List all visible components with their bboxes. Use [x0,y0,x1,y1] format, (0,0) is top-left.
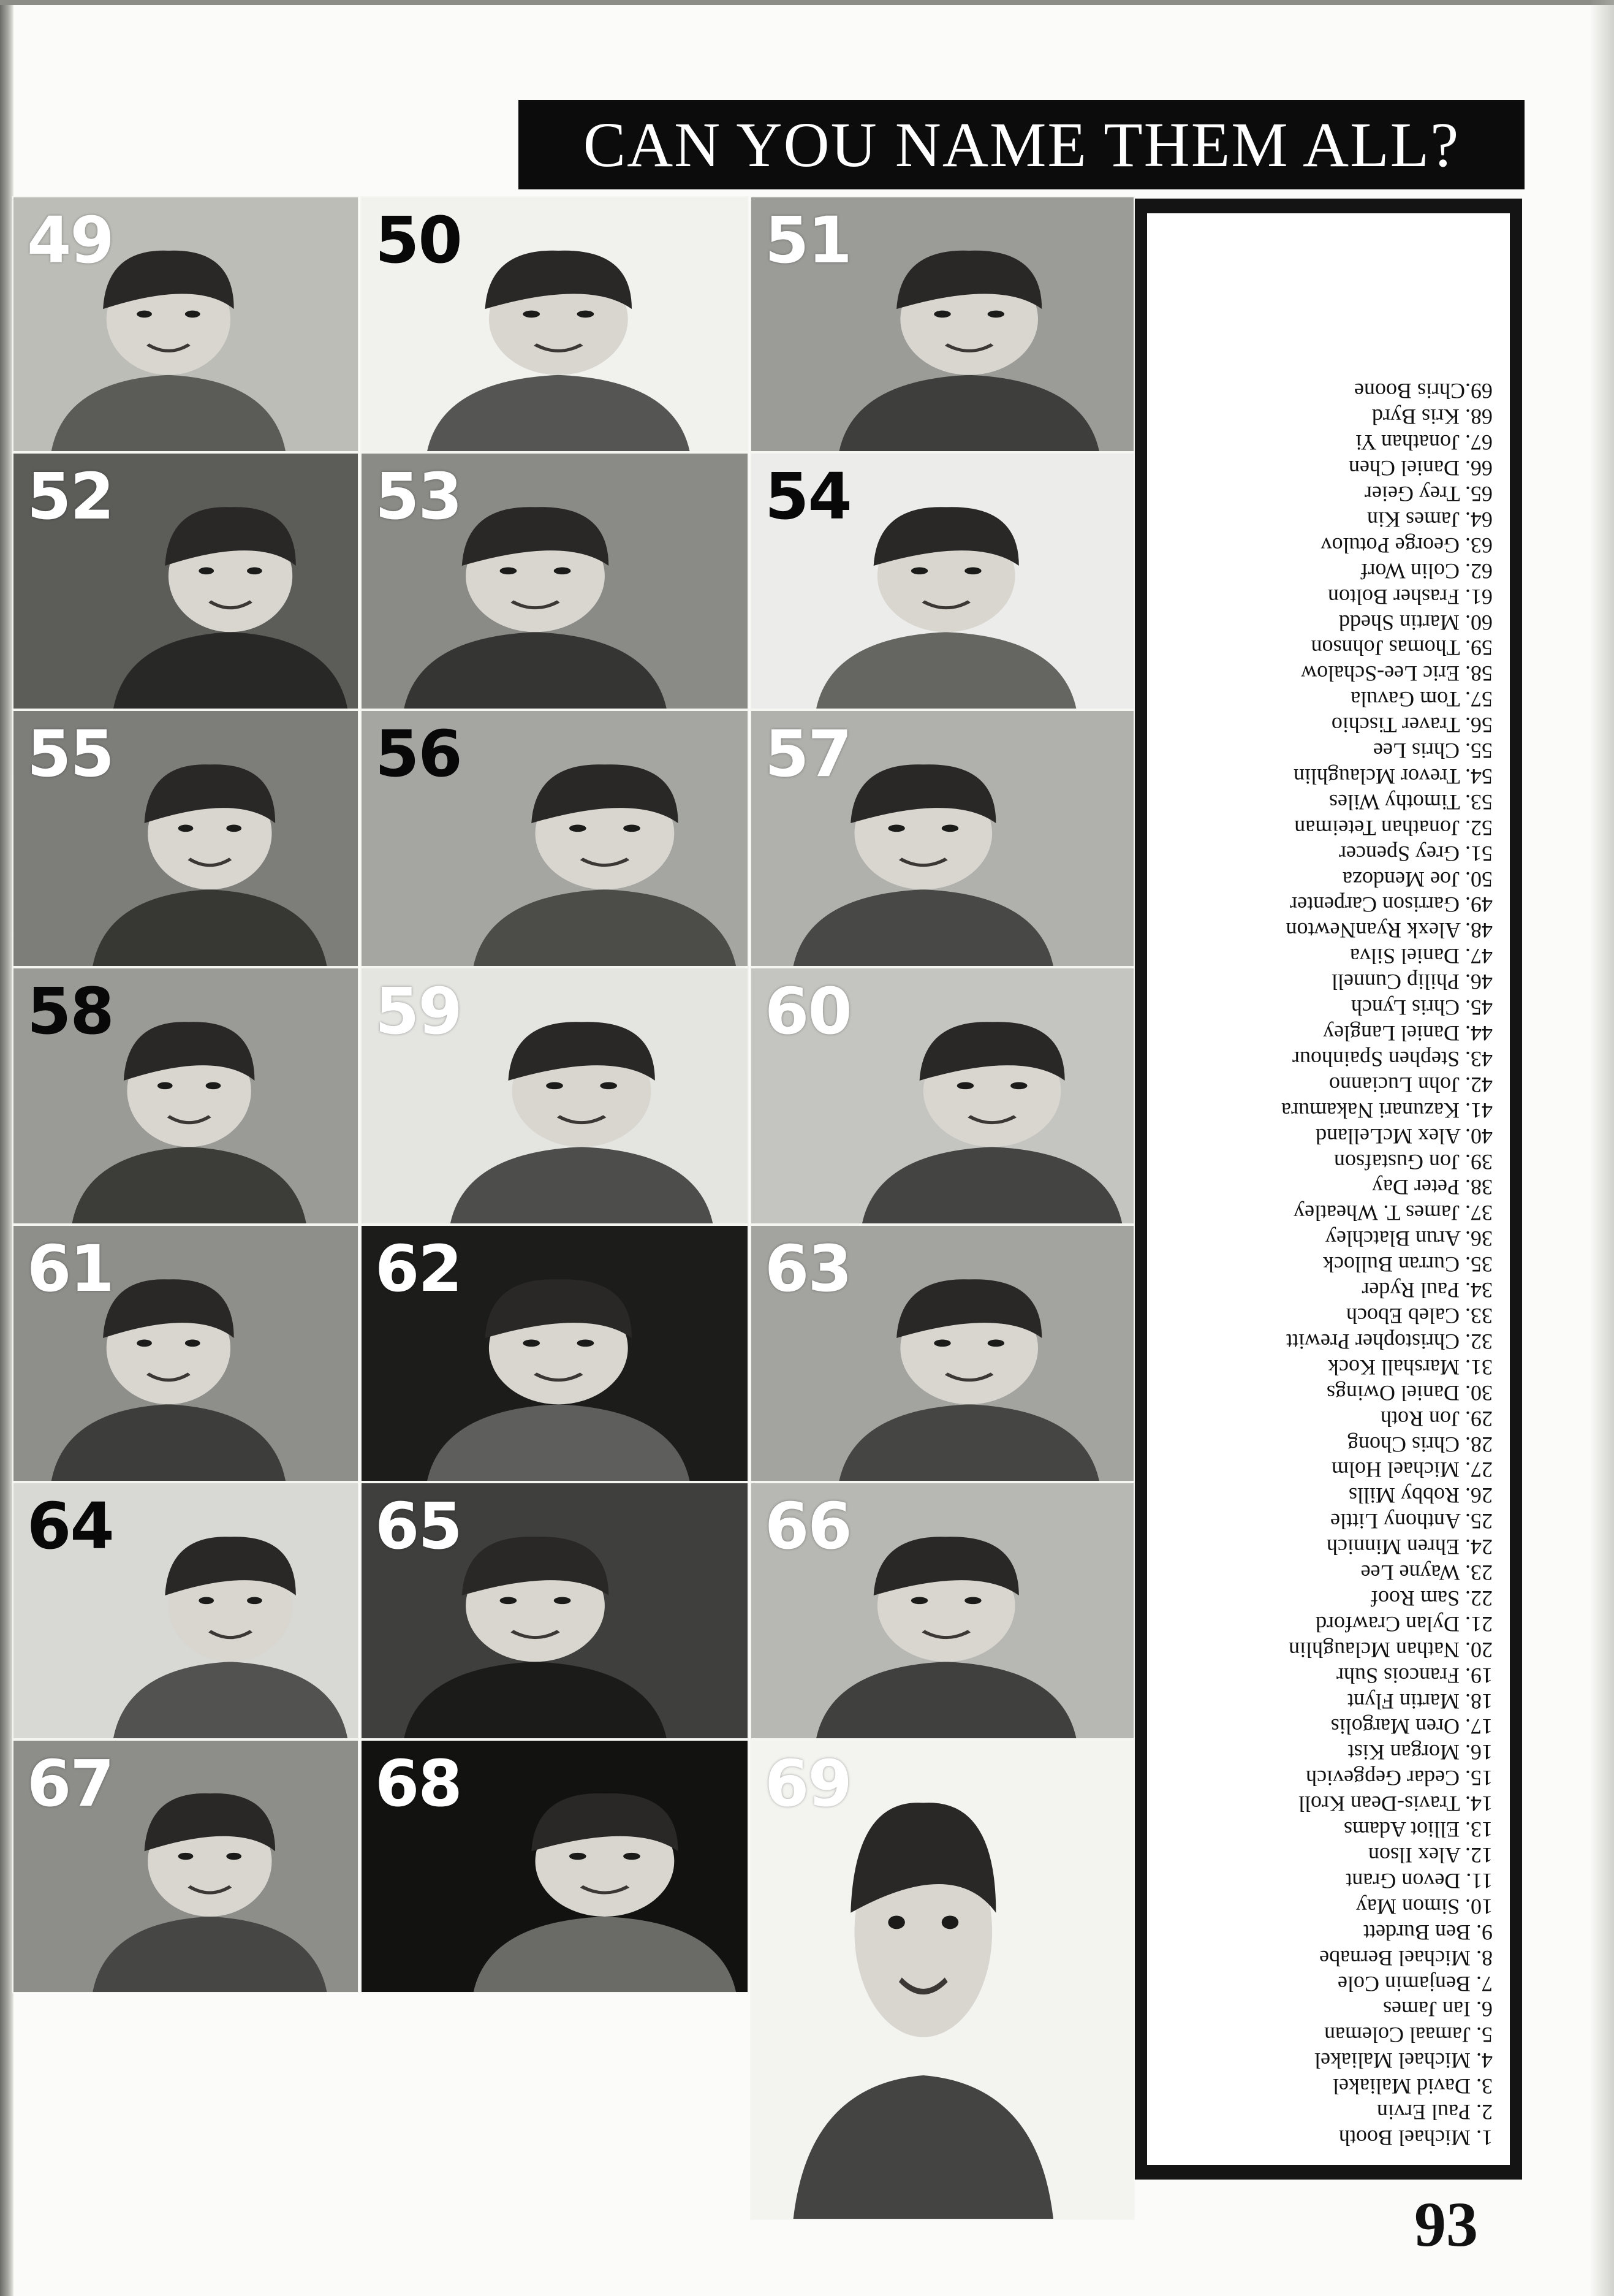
photo-number: 63 [765,1231,851,1306]
baby-photo-53 [360,452,749,710]
name-list-item: 55. Chris Lee [1373,739,1493,764]
name-list-item: 26. Robby Mills [1348,1483,1493,1508]
name-list-item: 31. Marshall Kock [1328,1355,1493,1380]
name-list-item: 9. Ben Burdett [1363,1920,1493,1945]
name-list-item: 18. Martin Flynt [1347,1689,1493,1714]
name-list-item: 19. Francois Suhr [1336,1663,1493,1688]
baby-photo-65 [360,1482,749,1739]
baby-photo-58 [12,967,359,1225]
name-list-panel [1135,199,1522,2180]
baby-photo-63 [750,1225,1135,1482]
name-list-item: 56. Traver Tischio [1331,713,1493,738]
name-list-item: 2. Paul Ervin [1377,2100,1493,2125]
baby-photo-56 [360,710,749,967]
name-list-item: 25. Anthony Little [1330,1509,1493,1534]
baby-photo-54 [750,452,1135,710]
name-list-item: 34. Paul Ryder [1362,1278,1493,1303]
name-list-item: 6. Ian James [1383,1997,1493,2022]
name-list-item: 44. Daniel Langley [1323,1021,1493,1046]
photo-number: 56 [375,717,461,791]
name-list-item: 28. Chris Chong [1347,1432,1493,1457]
name-list-item: 57. Tom Gavula [1351,687,1493,712]
name-list-item: 53. Timothy Wiles [1329,789,1493,815]
name-list-item: 21. Dylan Crawford [1316,1611,1493,1636]
name-list-item: 20. Nathan Mclaughlin [1289,1637,1493,1662]
name-list-item: 36. Arun Blatchley [1325,1226,1493,1252]
baby-photo-49 [12,196,359,452]
name-list-item: 17. Oren Margolis [1330,1714,1493,1739]
name-list-item: 52. Jonathan Teteiman [1294,815,1493,840]
photo-number: 53 [375,459,461,534]
name-list-item: 50. Joe Mendoza [1343,867,1493,892]
baby-photo-66 [750,1482,1135,1739]
name-list-item: 46. Philip Cunnell [1331,970,1493,995]
name-list-item: 45. Chris Lynch [1351,995,1493,1021]
name-list-item: 10. Simon May [1355,1894,1493,1919]
name-list-item: 5. Jamaal Coleman [1324,2023,1493,2048]
baby-photo-60 [750,967,1135,1225]
name-list-item: 24. Ehren Minnich [1327,1535,1493,1560]
photo-number: 61 [27,1231,113,1306]
baby-photo-52 [12,452,359,710]
upside-down-name-list [1147,213,1510,2165]
baby-photo-68 [360,1739,749,1993]
page-title: CAN YOU NAME THEM ALL? [518,100,1525,189]
page-top-edge [0,0,1614,5]
name-list-item: 8. Michael Bernabe [1319,1945,1493,1971]
name-list-item: 61. Frasher Bolton [1328,584,1493,609]
name-list-item: 4. Michael Maliakel [1314,2048,1493,2074]
name-list-item: 14. Travis-Dean Kroll [1298,1792,1493,1817]
name-list-item: 66. Daniel Chen [1349,456,1493,481]
name-list-item: 16. Morgan Kist [1347,1740,1493,1765]
name-list-item: 54. Trevor Mclaughlin [1293,764,1493,789]
name-list-item: 13. Elliot Adams [1344,1817,1493,1842]
photo-number: 60 [765,974,851,1049]
name-list-item: 7. Benjamin Cole [1338,1971,1493,1996]
page-number: 93 [1414,2189,1478,2260]
photo-number: 50 [375,203,461,278]
baby-photo-62 [360,1225,749,1482]
photo-number: 52 [27,459,113,534]
page-right-shadow [1589,0,1614,2296]
name-list-item: 33. Caleb Eboch [1346,1304,1493,1328]
name-list-item: 22. Sam Roof [1370,1586,1493,1611]
baby-photo-50 [360,196,749,452]
name-list-item: 40. Alex McLelland [1316,1123,1493,1149]
name-list-item: 35. Curran Bullock [1323,1252,1493,1277]
photo-number: 51 [765,203,851,278]
photo-number: 58 [27,974,113,1049]
name-list-item: 64. James Kin [1367,507,1493,532]
name-list-item: 3. David Maliakel [1333,2074,1493,2099]
name-list-item: 38. Peter Day [1372,1175,1493,1200]
name-list-item: 63. George Potulov [1320,533,1493,558]
name-list-item: 59. Thomas Johnson [1311,636,1493,661]
photo-grid [12,196,1134,2207]
baby-photo-69 [750,1739,1135,2220]
baby-photo-64 [12,1482,359,1739]
name-list-item: 49. Garrison Carpenter [1290,892,1493,918]
baby-photo-61 [12,1225,359,1482]
photo-number: 69 [765,1746,851,1821]
name-list-item: 23. Wayne Lee [1360,1560,1493,1586]
name-list-item: 29. Jon Roth [1380,1406,1493,1431]
name-list-item: 48. Alexk RyanNewton [1286,918,1493,943]
name-list-item: 42. John Lucianno [1329,1072,1493,1097]
name-list-item: 60. Martin Shedd [1339,610,1493,635]
photo-number: 65 [375,1489,461,1564]
name-list-item: 11. Devon Grant [1346,1868,1493,1893]
name-list-item: 58. Eric Lee-Schalow [1301,661,1493,686]
name-list-item: 32. Christopher Prewitt [1286,1329,1493,1354]
photo-number: 62 [375,1231,461,1306]
photo-number: 64 [27,1489,113,1564]
photo-number: 59 [375,974,461,1049]
photo-number: 57 [765,717,851,791]
photo-number: 54 [765,459,851,534]
baby-photo-51 [750,196,1135,452]
baby-photo-59 [360,967,749,1225]
name-list-item: 69.Chris Boone [1354,379,1493,404]
baby-photo-67 [12,1739,359,1993]
page-binding-edge [0,0,13,2296]
baby-photo-57 [750,710,1135,967]
name-list-item: 15. Cedar Gepgevich [1306,1766,1493,1791]
name-list-item: 27. Michael Holm [1332,1458,1493,1483]
name-list-item: 43. Stephen Spainhour [1292,1046,1493,1071]
name-list-item: 12. Alex Ilson [1368,1843,1493,1868]
name-list-item: 30. Daniel Owings [1327,1380,1493,1405]
name-list-item: 51. Grey Spencer [1339,841,1493,866]
name-list-item: 39. Jon Gustafson [1334,1149,1493,1174]
name-list-item: 1. Michael Booth [1339,2126,1493,2150]
name-list-item: 47. Daniel Silva [1350,944,1493,969]
name-list-item: 67. Jonathan Yi [1355,430,1493,455]
name-list-item: 65. Trey Geier [1365,482,1493,506]
name-list-box [1147,213,1510,2165]
baby-photo-55 [12,710,359,967]
name-list-item: 62. Colin Worf [1360,558,1493,584]
name-list-item: 41. Kazunari Nakamura [1281,1098,1493,1123]
name-list-item: 68. Kris Byrd [1372,405,1493,430]
photo-number: 68 [375,1746,461,1821]
name-list-item: 37. James T. Wheatley [1294,1201,1493,1226]
photo-number: 66 [765,1489,851,1564]
photo-number: 67 [27,1746,113,1821]
photo-number: 55 [27,717,113,791]
name-list [1147,378,1510,2165]
photo-number: 49 [27,203,113,278]
